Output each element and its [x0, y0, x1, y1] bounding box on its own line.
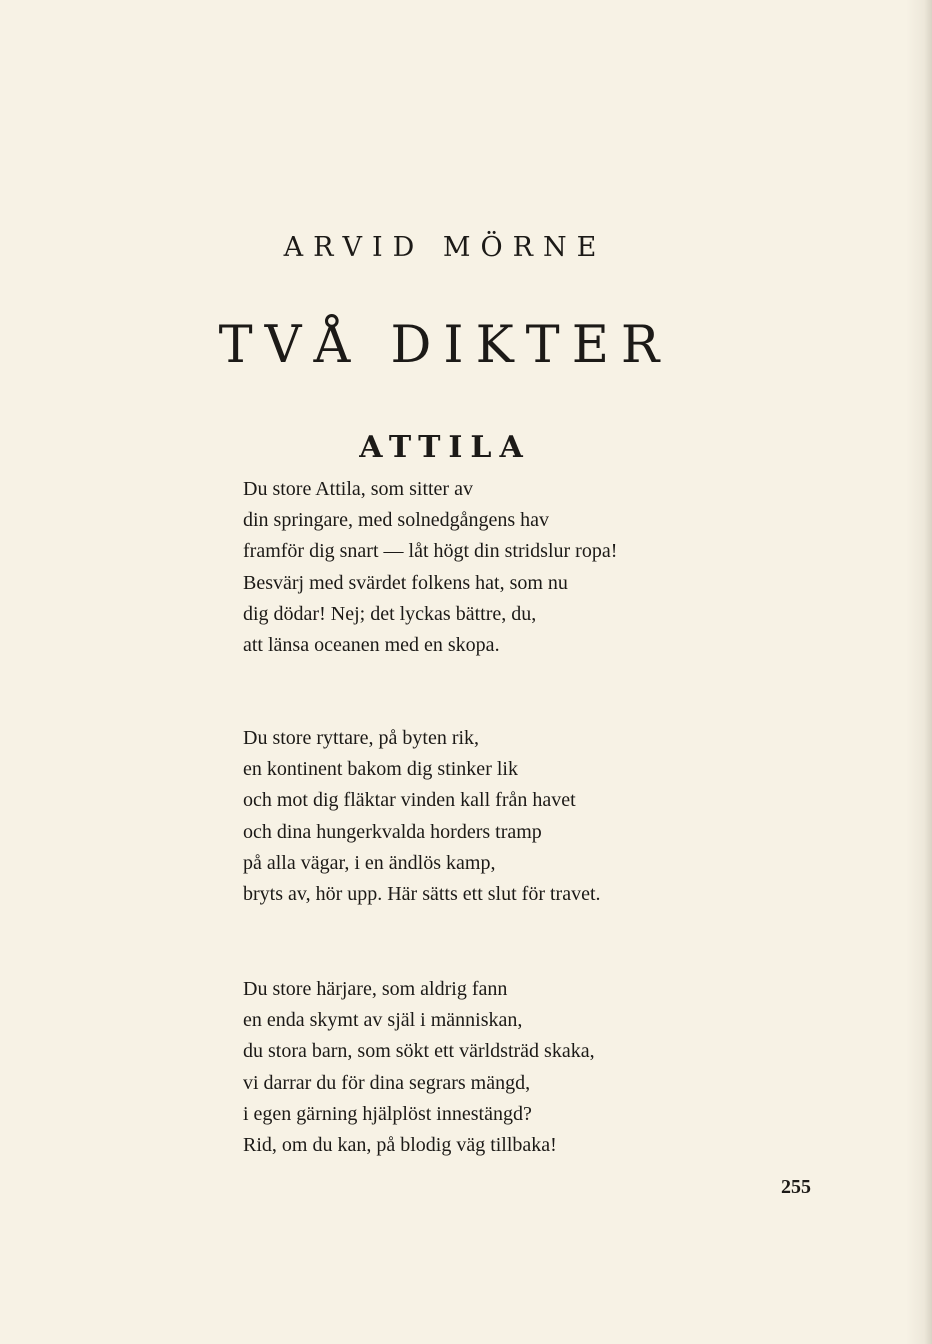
- poem-line: på alla vägar, i en ändlös kamp,: [243, 851, 496, 874]
- poem-line: din springare, med solnedgångens hav: [243, 509, 550, 532]
- poem-line: Rid, om du kan, på blodig väg tillbaka!: [243, 1133, 557, 1156]
- poem-line: Du store Attila, som sitter av: [243, 478, 473, 500]
- poem-line: i egen gärning hjälplöst innestängd?: [243, 1102, 532, 1125]
- stanza-3: [243, 974, 595, 1161]
- poem-line: och dina hungerkvalda horders tramp: [243, 820, 542, 843]
- poem-line: Besvärj med svärdet folkens hat, som nu: [243, 571, 568, 594]
- poem-line: dig dödar! Nej; det lyckas bättre, du,: [243, 602, 537, 625]
- author-name: ARVID MÖRNE: [283, 232, 607, 264]
- poem-line: en kontinent bakom dig stinker lik: [243, 758, 518, 781]
- poem-line: du stora barn, som sökt ett världsträd skaka,: [243, 1040, 595, 1063]
- poem-line: vi darrar du för dina segrars mängd,: [243, 1071, 531, 1094]
- collection-title: TVÅ DIKTER: [218, 316, 672, 376]
- stanza-2: [243, 723, 601, 910]
- poem-line: att länsa oceanen med en skopa.: [243, 633, 500, 656]
- poem-line: en enda skymt av själ i människan,: [243, 1009, 523, 1032]
- poem-line: Du store härjare, som aldrig fann: [243, 978, 508, 1000]
- poem-line: framför dig snart — låt högt din stridslur ropa!: [243, 540, 618, 563]
- poem-line: bryts av, hör upp. Här sätts ett slut för travet.: [243, 882, 601, 905]
- page-edge-shadow: [906, 0, 932, 1344]
- poem-line: Du store ryttare, på byten rik,: [243, 727, 480, 749]
- stanza-1: [243, 474, 617, 661]
- page-number: 255: [781, 1176, 811, 1198]
- poem-line: och mot dig fläktar vinden kall från havet: [243, 789, 576, 812]
- poem-title: ATTILA: [359, 430, 531, 465]
